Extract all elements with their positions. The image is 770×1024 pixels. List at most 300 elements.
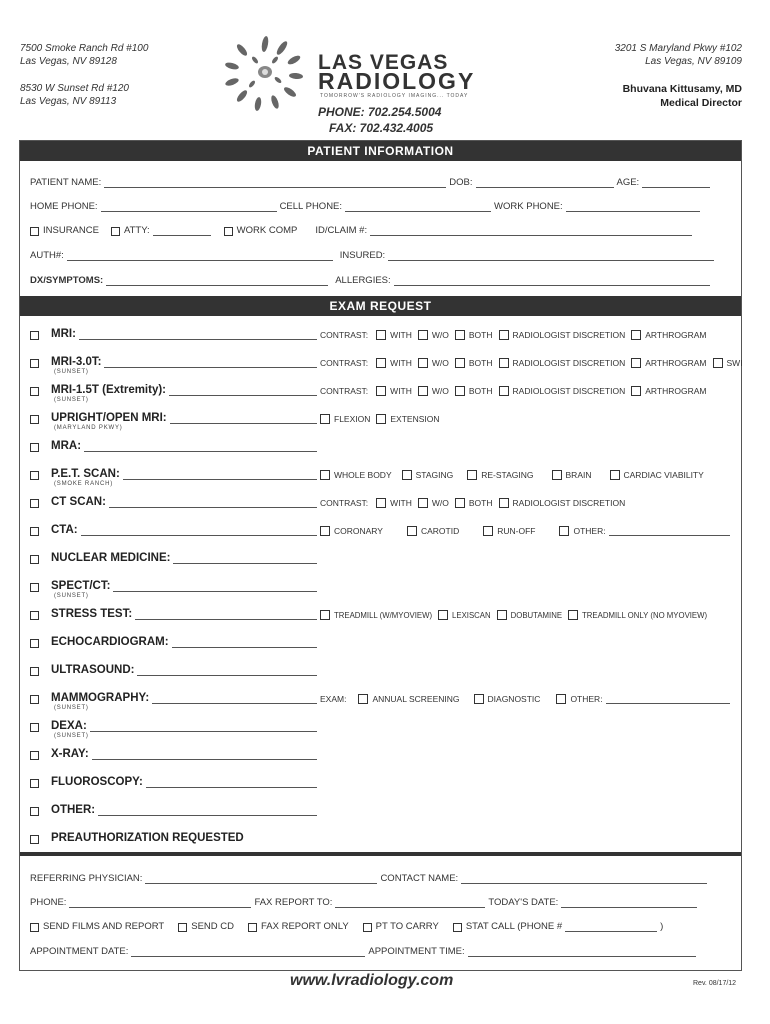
- checkbox-icon: [455, 330, 465, 340]
- label-rad-disc: RADIOLOGIST DISCRETION: [512, 498, 626, 508]
- label-contrast: CONTRAST:: [320, 330, 369, 340]
- checkbox-icon: [224, 227, 233, 236]
- field-other-exam[interactable]: [98, 805, 317, 816]
- label-both: BOTH: [468, 330, 493, 340]
- footer-url[interactable]: www.lvradiology.com: [290, 972, 454, 989]
- label-echo: ECHOCARDIOGRAM:: [51, 636, 169, 648]
- exam-nuclear: [30, 548, 320, 564]
- extension-checkbox[interactable]: [376, 414, 439, 424]
- label-send-cd: SEND CD: [191, 921, 235, 932]
- ct-checkbox[interactable]: [30, 499, 39, 508]
- label-both: BOTH: [468, 386, 493, 396]
- with-checkbox[interactable]: [376, 330, 412, 340]
- label-rad-disc: RADIOLOGIST DISCRETION: [512, 330, 626, 340]
- mammo-options: [320, 688, 733, 704]
- label-wo: W/O: [431, 498, 449, 508]
- label-pt-carry: PT TO CARRY: [375, 921, 439, 932]
- field-echo[interactable]: [172, 637, 317, 648]
- wo-checkbox[interactable]: [418, 386, 449, 396]
- label-rad-disc: RADIOLOGIST DISCRETION: [512, 386, 626, 396]
- label-dx-symptoms: DX/SYMPTOMS:: [30, 275, 104, 286]
- checkbox-icon: [178, 923, 187, 932]
- with-checkbox[interactable]: [376, 358, 412, 368]
- treadmill-checkbox[interactable]: [320, 610, 432, 620]
- with-checkbox[interactable]: [376, 386, 412, 396]
- checkbox-icon: [455, 358, 465, 368]
- checkbox-icon: [363, 923, 372, 932]
- cta-other-checkbox[interactable]: [559, 526, 605, 536]
- location-note: (SUNSET): [54, 733, 89, 739]
- label-atty: ATTY:: [123, 225, 150, 236]
- label-with: WITH: [390, 498, 412, 508]
- pt-carry-checkbox[interactable]: [363, 921, 439, 932]
- label-stat-call: STAT CALL (PHONE #: [465, 921, 563, 932]
- field-appt-date[interactable]: [131, 946, 365, 957]
- treadmill-only-checkbox[interactable]: [568, 610, 707, 620]
- label-patient-name: PATIENT NAME:: [30, 177, 102, 188]
- row-auth: [30, 245, 731, 261]
- checkbox-icon: [455, 498, 465, 508]
- checkbox-icon: [438, 610, 448, 620]
- work-comp-checkbox[interactable]: [224, 225, 298, 236]
- label-both: BOTH: [468, 498, 493, 508]
- location-note: (SUNSET): [54, 705, 89, 711]
- label-contrast: CONTRAST:: [320, 358, 369, 368]
- address-line: 3201 S Maryland Pkwy #102: [614, 43, 742, 54]
- both-checkbox[interactable]: [455, 330, 493, 340]
- field-phone[interactable]: [69, 897, 251, 908]
- nuclear-checkbox[interactable]: [30, 555, 39, 564]
- exam-mri-15t: [30, 380, 320, 403]
- field-todays-date[interactable]: [561, 897, 697, 908]
- label-insured: INSURED:: [339, 250, 386, 261]
- field-upright-mri[interactable]: [170, 413, 317, 424]
- label-arthrogram: ARTHROGRAM: [645, 330, 707, 340]
- checkbox-icon: [499, 330, 509, 340]
- exam-mammography: [30, 688, 320, 711]
- label-wo: W/O: [431, 358, 449, 368]
- label-appt-date: APPOINTMENT DATE:: [30, 946, 129, 957]
- checkbox-icon: [559, 526, 569, 536]
- row-phone-fax: [30, 892, 731, 908]
- closing-paren: ): [660, 921, 664, 932]
- pet-checkbox[interactable]: [30, 471, 39, 480]
- label-rad-disc: RADIOLOGIST DISCRETION: [512, 358, 626, 368]
- stat-call-checkbox[interactable]: [453, 921, 562, 932]
- address-line: Las Vegas, NV 89128: [20, 56, 117, 67]
- field-mri-15t[interactable]: [169, 385, 317, 396]
- label-allergies: ALLERGIES:: [335, 275, 391, 286]
- field-ct[interactable]: [109, 497, 317, 508]
- label-stress: STRESS TEST:: [51, 608, 133, 620]
- field-home-phone[interactable]: [101, 201, 277, 212]
- header-fax: FAX: 702.432.4005: [329, 121, 434, 135]
- exam-upright-mri: [30, 408, 320, 431]
- arthrogram-checkbox[interactable]: [631, 386, 706, 396]
- mri-checkbox[interactable]: [30, 331, 39, 340]
- checkbox-icon: [376, 386, 386, 396]
- revision-date: Rev. 08/17/12: [693, 980, 737, 987]
- label-appt-time: APPOINTMENT TIME:: [368, 946, 465, 957]
- mra-checkbox[interactable]: [30, 443, 39, 452]
- label-mra: MRA:: [51, 440, 82, 452]
- field-ultrasound[interactable]: [137, 665, 317, 676]
- mri-15t-options: [320, 380, 733, 396]
- preauth-checkbox[interactable]: [30, 835, 39, 844]
- label-extension: EXTENSION: [390, 414, 440, 424]
- echo-checkbox[interactable]: [30, 639, 39, 648]
- checkbox-icon: [320, 610, 330, 620]
- arthrogram-checkbox[interactable]: [631, 330, 706, 340]
- diagnostic-checkbox[interactable]: [474, 694, 541, 704]
- location-note: (SUNSET): [54, 593, 89, 599]
- field-contact-name[interactable]: [461, 873, 707, 884]
- label-work-comp: WORK COMP: [236, 225, 298, 236]
- checkbox-icon: [631, 386, 641, 396]
- field-allergies[interactable]: [394, 275, 710, 286]
- field-cta-other[interactable]: [609, 525, 730, 536]
- checkbox-icon: [631, 330, 641, 340]
- dobutamine-checkbox[interactable]: [497, 610, 562, 620]
- field-fax-report[interactable]: [335, 897, 485, 908]
- exam-ultrasound: [30, 660, 320, 676]
- send-films-checkbox[interactable]: [30, 921, 164, 932]
- wo-checkbox[interactable]: [418, 498, 449, 508]
- label-restaging: RE-STAGING: [481, 470, 534, 480]
- both-checkbox[interactable]: [455, 386, 493, 396]
- section-divider: [20, 852, 741, 856]
- mammo-other-checkbox[interactable]: [556, 694, 602, 704]
- checkbox-icon: [713, 358, 723, 368]
- label-staging: STAGING: [415, 470, 454, 480]
- label-cell-phone: CELL PHONE:: [279, 201, 343, 212]
- label-pet: P.E.T. SCAN:: [51, 468, 120, 480]
- exam-mri: [30, 324, 320, 340]
- checkbox-icon: [376, 498, 386, 508]
- rad-disc-checkbox[interactable]: [499, 358, 626, 368]
- label-treadmill-only: TREADMILL ONLY (NO MYOVIEW): [582, 611, 708, 620]
- label-id-claim: ID/CLAIM #:: [315, 225, 368, 236]
- label-arthrogram: ARTHROGRAM: [645, 358, 707, 368]
- logo-mark: [220, 30, 310, 115]
- address-line: Las Vegas, NV 89109: [645, 56, 742, 67]
- location-note: (SUNSET): [54, 369, 89, 375]
- field-stress[interactable]: [135, 609, 317, 620]
- field-mammography[interactable]: [152, 693, 317, 704]
- checkbox-icon: [320, 526, 330, 536]
- label-ct: CT SCAN:: [51, 496, 106, 508]
- label-auth: AUTH#:: [30, 250, 64, 261]
- checkbox-icon: [248, 923, 257, 932]
- rad-disc-checkbox[interactable]: [499, 386, 626, 396]
- field-atty[interactable]: [153, 225, 211, 236]
- field-cell-phone[interactable]: [345, 201, 491, 212]
- cta-options: [320, 520, 733, 536]
- label-dobutamine: DOBUTAMINE: [510, 611, 563, 620]
- logo-text-las-vegas: LAS VEGAS: [318, 51, 449, 74]
- label-nuclear: NUCLEAR MEDICINE:: [51, 552, 171, 564]
- field-dob[interactable]: [476, 177, 614, 188]
- field-insured[interactable]: [388, 250, 714, 261]
- xray-checkbox[interactable]: [30, 751, 39, 760]
- label-exam: EXAM:: [320, 694, 347, 704]
- label-wo: W/O: [431, 330, 449, 340]
- label-mri-3t: MRI-3.0T:: [51, 356, 102, 368]
- both-checkbox[interactable]: [455, 498, 493, 508]
- label-preauth: PREAUTHORIZATION REQUESTED: [51, 832, 244, 844]
- mri-15t-checkbox[interactable]: [30, 387, 39, 396]
- flexion-checkbox[interactable]: [320, 414, 370, 424]
- label-brain: BRAIN: [565, 470, 592, 480]
- address-line: Las Vegas, NV 89113: [20, 96, 117, 107]
- fax-only-checkbox[interactable]: [248, 921, 349, 932]
- address-maryland: [615, 42, 742, 68]
- label-xray: X-RAY:: [51, 748, 89, 760]
- label-phone: PHONE:: [30, 897, 67, 908]
- upright-mri-checkbox[interactable]: [30, 415, 39, 424]
- field-patient-name[interactable]: [104, 177, 446, 188]
- exam-spect: [30, 576, 320, 599]
- checkbox-icon: [376, 358, 386, 368]
- label-mri: MRI:: [51, 328, 76, 340]
- checkbox-icon: [474, 694, 484, 704]
- row-phones: [30, 196, 731, 212]
- carotid-checkbox[interactable]: [407, 526, 459, 536]
- label-todays-date: TODAY'S DATE:: [488, 897, 559, 908]
- mri-options: [320, 324, 733, 340]
- label-work-phone: WORK PHONE:: [494, 201, 563, 212]
- wo-checkbox[interactable]: [418, 358, 449, 368]
- field-mri[interactable]: [79, 329, 317, 340]
- staging-checkbox[interactable]: [402, 470, 454, 480]
- insurance-checkbox[interactable]: [30, 225, 99, 236]
- both-checkbox[interactable]: [455, 358, 493, 368]
- field-id-claim[interactable]: [370, 225, 692, 236]
- with-checkbox[interactable]: [376, 498, 412, 508]
- location-note: (SMOKE RANCH): [54, 481, 114, 487]
- pet-options: [320, 464, 733, 480]
- checkbox-icon: [418, 386, 428, 396]
- row-delivery: [30, 916, 731, 932]
- label-with: WITH: [390, 330, 412, 340]
- form-frame: [19, 140, 742, 971]
- mri-3t-options: [320, 352, 743, 368]
- arthrogram-checkbox[interactable]: [631, 358, 706, 368]
- label-flexion: FLEXION: [334, 414, 371, 424]
- exam-dexa: [30, 716, 320, 739]
- label-contrast: CONTRAST:: [320, 386, 369, 396]
- exam-ct: [30, 492, 320, 508]
- fluoroscopy-checkbox[interactable]: [30, 779, 39, 788]
- label-other: OTHER:: [573, 526, 606, 536]
- label-insurance: INSURANCE: [43, 225, 99, 236]
- checkbox-icon: [30, 227, 39, 236]
- upright-options: [320, 408, 733, 424]
- label-home-phone: HOME PHONE:: [30, 201, 98, 212]
- logo-tagline: TOMORROW'S RADIOLOGY IMAGING... TODAY: [320, 93, 469, 99]
- field-auth[interactable]: [67, 250, 333, 261]
- stress-checkbox[interactable]: [30, 611, 39, 620]
- director-name: Bhuvana Kittusamy, MD: [622, 83, 742, 95]
- exam-request-banner: EXAM REQUEST: [20, 296, 741, 316]
- stress-options: [320, 604, 733, 620]
- field-mammo-other[interactable]: [606, 693, 730, 704]
- coronary-checkbox[interactable]: [320, 526, 383, 536]
- field-dexa[interactable]: [90, 721, 317, 732]
- row-insurance: [30, 220, 731, 236]
- field-fluoroscopy[interactable]: [146, 777, 317, 788]
- wo-checkbox[interactable]: [418, 330, 449, 340]
- checkbox-icon: [418, 358, 428, 368]
- checkbox-icon: [455, 386, 465, 396]
- label-with: WITH: [390, 358, 412, 368]
- field-nuclear[interactable]: [173, 553, 317, 564]
- row-dx: [30, 270, 731, 286]
- field-mri-3t[interactable]: [104, 357, 317, 368]
- label-send-films: SEND FILMS AND REPORT: [43, 921, 165, 932]
- field-mra[interactable]: [84, 441, 317, 452]
- exam-echo: [30, 632, 320, 648]
- dexa-checkbox[interactable]: [30, 723, 39, 732]
- exam-pet: [30, 464, 320, 487]
- cta-checkbox[interactable]: [30, 527, 39, 536]
- address-sunset: [20, 82, 129, 108]
- checkbox-icon: [467, 470, 477, 480]
- header-phone: PHONE: 702.254.5004: [318, 105, 442, 119]
- preauth-row: [30, 828, 320, 844]
- runoff-checkbox[interactable]: [483, 526, 535, 536]
- label-with: WITH: [390, 386, 412, 396]
- field-work-phone[interactable]: [566, 201, 700, 212]
- label-cardiac-viability: CARDIAC VIABILITY: [623, 470, 704, 480]
- address-line: 7500 Smoke Ranch Rd #100: [20, 43, 149, 54]
- field-cta[interactable]: [81, 525, 317, 536]
- whole-body-checkbox[interactable]: [320, 470, 392, 480]
- checkbox-icon: [320, 470, 330, 480]
- checkbox-icon: [610, 470, 620, 480]
- checkbox-icon: [320, 414, 330, 424]
- row-referring: [30, 868, 731, 884]
- field-xray[interactable]: [92, 749, 317, 760]
- checkbox-icon: [407, 526, 417, 536]
- lexiscan-checkbox[interactable]: [438, 610, 491, 620]
- checkbox-icon: [358, 694, 368, 704]
- label-runoff: RUN-OFF: [497, 526, 536, 536]
- field-spect[interactable]: [113, 581, 317, 592]
- restaging-checkbox[interactable]: [467, 470, 533, 480]
- annual-screening-checkbox[interactable]: [358, 694, 459, 704]
- mammography-checkbox[interactable]: [30, 695, 39, 704]
- checkbox-icon: [30, 923, 39, 932]
- label-mammography: MAMMOGRAPHY:: [51, 692, 150, 704]
- label-fluoroscopy: FLUOROSCOPY:: [51, 776, 143, 788]
- checkbox-icon: [402, 470, 412, 480]
- field-referring-physician[interactable]: [145, 873, 377, 884]
- field-age[interactable]: [642, 177, 710, 188]
- director-title: Medical Director: [660, 97, 742, 109]
- label-whole-body: WHOLE BODY: [334, 470, 392, 480]
- checkbox-icon: [376, 414, 386, 424]
- label-mri-15t: MRI-1.5T (Extremity):: [51, 384, 167, 396]
- ct-options: [320, 492, 733, 508]
- field-appt-time[interactable]: [468, 946, 696, 957]
- label-annual-screening: ANNUAL SCREENING: [372, 694, 460, 704]
- label-arthrogram: ARTHROGRAM: [645, 386, 707, 396]
- checkbox-icon: [499, 358, 509, 368]
- medical-director: [623, 82, 742, 110]
- label-fax-only: FAX REPORT ONLY: [261, 921, 349, 932]
- location-note: (MARYLAND PKWY): [54, 425, 123, 431]
- field-dx-symptoms[interactable]: [106, 275, 328, 286]
- exam-stress: [30, 604, 320, 620]
- checkbox-icon: [499, 386, 509, 396]
- checkbox-icon: [552, 470, 562, 480]
- field-pet[interactable]: [123, 469, 317, 480]
- checkbox-icon: [453, 923, 462, 932]
- rad-disc-checkbox[interactable]: [499, 498, 626, 508]
- brain-checkbox[interactable]: [552, 470, 592, 480]
- mri-3t-checkbox[interactable]: [30, 359, 39, 368]
- send-cd-checkbox[interactable]: [178, 921, 234, 932]
- exam-mra: [30, 436, 320, 452]
- label-both: BOTH: [468, 358, 493, 368]
- checkbox-icon: [418, 330, 428, 340]
- label-dob: DOB:: [449, 177, 473, 188]
- ultrasound-checkbox[interactable]: [30, 667, 39, 676]
- label-cta: CTA:: [51, 524, 78, 536]
- exam-other: [30, 800, 320, 816]
- label-contrast: CONTRAST:: [320, 498, 369, 508]
- other-exam-checkbox[interactable]: [30, 807, 39, 816]
- label-lexiscan: LEXISCAN: [452, 611, 491, 620]
- label-wo: W/O: [431, 386, 449, 396]
- label-other: OTHER:: [570, 694, 603, 704]
- label-swi: SWI: [726, 358, 743, 368]
- label-diagnostic: DIAGNOSTIC: [487, 694, 541, 704]
- label-treadmill: TREADMILL (W/MYOVIEW): [334, 611, 433, 620]
- address-smoke-ranch: [20, 42, 148, 68]
- exam-fluoroscopy: [30, 772, 320, 788]
- label-carotid: CAROTID: [420, 526, 460, 536]
- label-other-exam: OTHER:: [51, 804, 96, 816]
- checkbox-icon: [556, 694, 566, 704]
- label-referring-physician: REFERRING PHYSICIAN:: [30, 873, 143, 884]
- checkbox-icon: [631, 358, 641, 368]
- field-stat-phone[interactable]: [565, 921, 657, 932]
- label-spect: SPECT/CT:: [51, 580, 111, 592]
- cardiac-viability-checkbox[interactable]: [610, 470, 704, 480]
- checkbox-icon: [418, 498, 428, 508]
- label-age: AGE:: [616, 177, 640, 188]
- atty-checkbox[interactable]: [111, 225, 150, 236]
- logo-text-radiology: RADIOLOGY: [318, 68, 476, 94]
- rad-disc-checkbox[interactable]: [499, 330, 626, 340]
- row-appointment: [30, 941, 731, 957]
- exam-mri-3t: [30, 352, 320, 375]
- label-dexa: DEXA:: [51, 720, 87, 732]
- checkbox-icon: [376, 330, 386, 340]
- exam-xray: [30, 744, 320, 760]
- label-upright-mri: UPRIGHT/OPEN MRI:: [51, 412, 167, 424]
- swi-checkbox[interactable]: [713, 358, 743, 368]
- spect-checkbox[interactable]: [30, 583, 39, 592]
- address-line: 8530 W Sunset Rd #120: [20, 83, 129, 94]
- checkbox-icon: [483, 526, 493, 536]
- location-note: (SUNSET): [54, 397, 89, 403]
- checkbox-icon: [499, 498, 509, 508]
- checkbox-icon: [111, 227, 120, 236]
- label-coronary: CORONARY: [334, 526, 383, 536]
